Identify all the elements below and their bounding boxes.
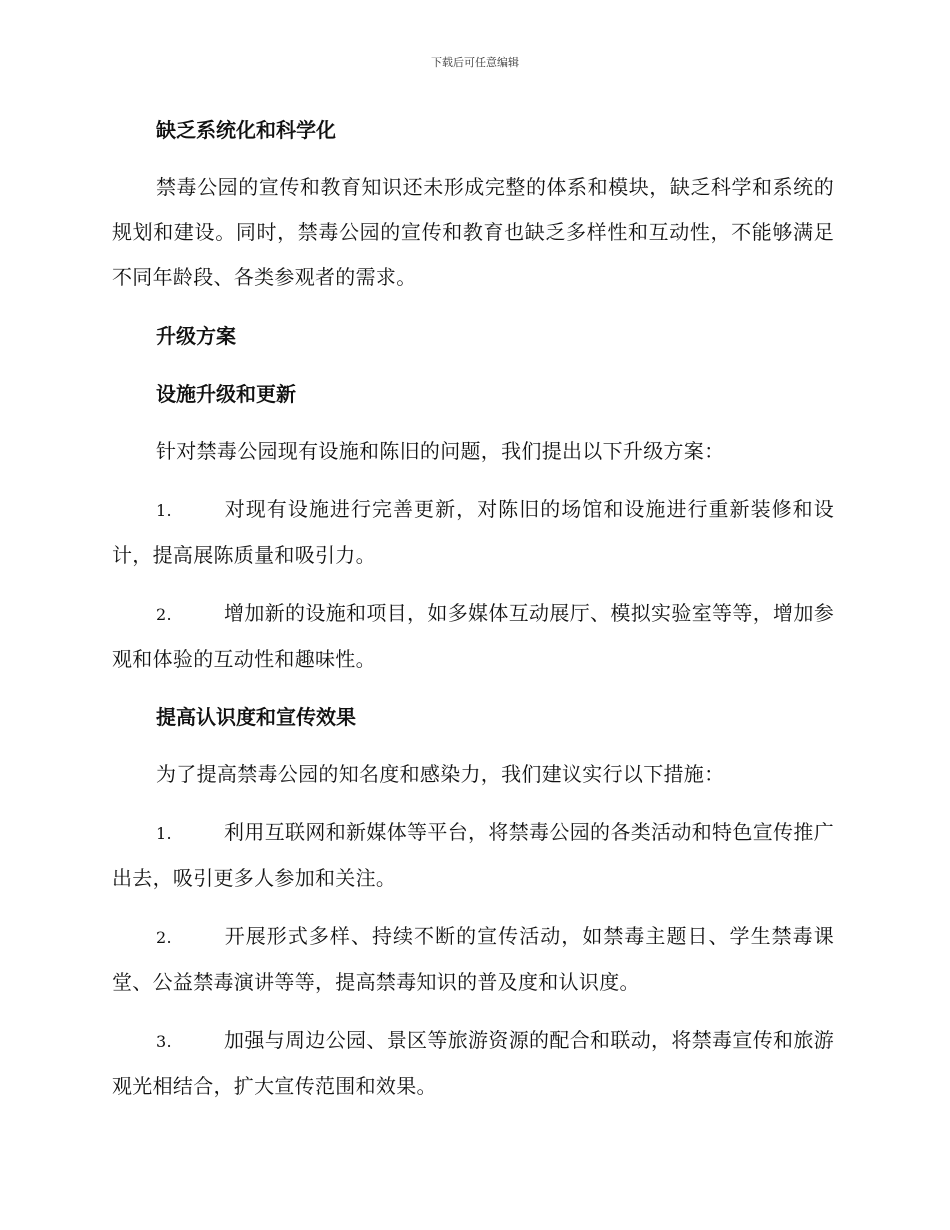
list-item [112,591,834,682]
paragraph: 为了提高禁毒公园的知名度和感染力，我们建议实行以下措施： [156,762,725,786]
list-item [112,810,834,901]
list-text: 对现有设施进行完善更新，对陈旧的场馆和设施进行重新装修和设计，提高展陈质量和吸引力。 [112,497,834,567]
document-body [112,108,834,1109]
list-item [112,914,834,1005]
list-text: 加强与周边公园、景区等旅游资源的配合和联动，将禁毒宣传和旅游观光相结合，扩大宣传范围和效果。 [112,1028,834,1098]
list-text: 利用互联网和新媒体等平台，将禁毒公园的各类活动和特色宣传推广出去，吸引更多人参加和关注。 [112,820,834,890]
subsection-heading: 提高认识度和宣传效果 [156,705,356,729]
section-heading: 升级方案 [156,324,236,348]
list-text: 增加新的设施和项目，如多媒体互动展厅、模拟实验室等等，增加参观和体验的互动性和趣味性。 [112,601,834,671]
list-number: 1. [156,824,172,843]
list-number: 2. [156,928,172,947]
list-number: 1. [156,501,172,520]
section-heading: 缺乏系统化和科学化 [156,118,336,142]
paragraph: 禁毒公园的宣传和教育知识还未形成完整的体系和模块，缺乏科学和系统的规划和建设。同时，禁毒公园的宣传和教育也缺乏多样性和互动性，不能够满足不同年龄段、各类参观者的需求。 [112,175,834,289]
list-item [112,487,834,578]
subsection-heading: 设施升级和更新 [156,382,296,406]
list-item [112,1018,834,1109]
list-number: 2. [156,605,172,624]
header-note: 下载后可任意编辑 [431,56,519,69]
list-text: 开展形式多样、持续不断的宣传活动，如禁毒主题日、学生禁毒课堂、公益禁毒演讲等等，提高禁毒知识的普及度和认识度。 [112,924,834,994]
list-number: 3. [156,1032,172,1051]
paragraph: 针对禁毒公园现有设施和陈旧的问题，我们提出以下升级方案： [156,439,725,463]
